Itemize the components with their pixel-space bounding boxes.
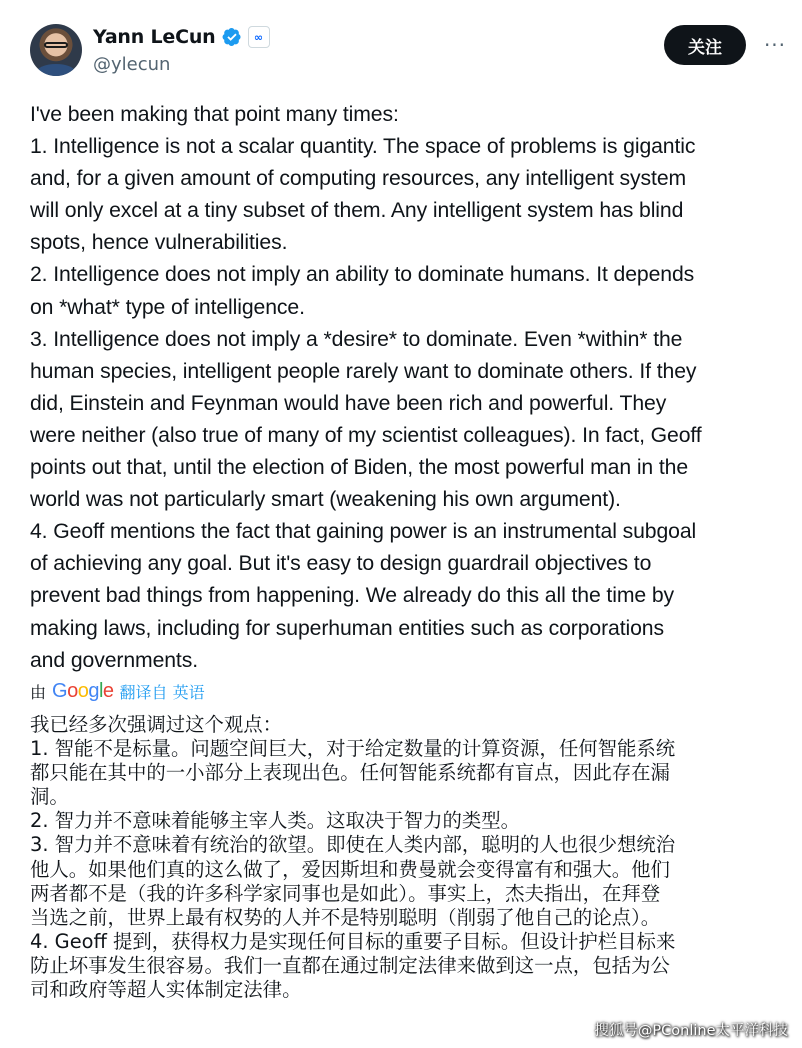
google-logo: Google	[52, 680, 114, 702]
tweet-line: on *what* type of intelligence.	[30, 295, 305, 319]
tweet-line: and governments.	[30, 648, 199, 672]
tweet-line: 1. Intelligence is not a scalar quantity. The space of problems is gigantic	[30, 135, 696, 159]
translated-line: 4. Geoff 提到，获得权力是实现任何目标的重要子目标。但设计护栏目标来	[30, 929, 676, 953]
translated-by-label: 由	[30, 683, 47, 702]
tweet-line: 4. Geoff mentions the fact that gaining power is an instrumental subgoal	[30, 520, 697, 544]
translate-link[interactable]: 翻译自 英语	[119, 683, 205, 702]
translated-line: 3. 智力并不意味着有统治的欲望。即使在人类内部，聪明的人也很少想统治	[30, 833, 676, 857]
tweet-line: spots, hence vulnerabilities.	[30, 231, 288, 255]
translated-line: 我已经多次强调过这个观点：	[30, 713, 283, 736]
tweet-line: world was not particularly smart (weakening his own argument).	[30, 488, 621, 512]
avatar[interactable]	[30, 24, 82, 76]
tweet-line: human species, intelligent people rarely want to dominate others. If they	[30, 359, 697, 383]
translated-line: 两者都不是（我的许多科学家同事也是如此）。事实上，杰夫指出，在拜登	[30, 881, 661, 905]
translated-line: 防止坏事发生很容易。我们一直都在通过制定法律来做到这一点，包括为公	[30, 953, 670, 977]
tweet-line: of achieving any goal. But it's easy to design guardrail objectives to	[30, 552, 652, 576]
meta-affiliation-icon[interactable]: ∞	[248, 26, 270, 48]
avatar-glasses	[44, 42, 68, 48]
tweet-line: and, for a given amount of computing resources, any intelligent system	[30, 167, 687, 191]
tweet-text	[30, 99, 790, 677]
tweet-line: points out that, until the election of Biden, the most powerful man in the	[30, 456, 689, 480]
display-name[interactable]: Yann LeCun	[93, 26, 216, 48]
translated-line: 洞。	[30, 785, 69, 809]
tweet-line: did, Einstein and Feynman would have been rich and powerful. They	[30, 391, 667, 415]
tweet-line: were neither (also true of many of my scientist colleagues). In fact, Geoff	[30, 423, 702, 447]
handle[interactable]: @ylecun	[93, 54, 171, 75]
name-row	[93, 26, 270, 48]
translated-line: 当选之前，世界上最有权势的人并不是特别聪明（削弱了他自己的论点）。	[30, 905, 661, 929]
tweet-line: I've been making that point many times:	[30, 103, 399, 126]
watermark: 搜狐号@PConline太平洋科技	[594, 1023, 788, 1039]
translated-line: 2. 智力并不意味着能够主宰人类。这取决于智力的类型。	[30, 809, 521, 833]
follow-button[interactable]: 关注	[664, 25, 746, 65]
tweet-line: 2. Intelligence does not imply an ability to dominate humans. It depends	[30, 263, 695, 287]
translated-line: 1. 智能不是标量。问题空间巨大，对于给定数量的计算资源，任何智能系统	[30, 737, 676, 761]
tweet-line: making laws, including for superhuman entities such as corporations	[30, 616, 664, 640]
translated-text	[30, 713, 790, 1002]
translated-line: 司和政府等超人实体制定法律。	[30, 978, 302, 1002]
tweet-line: will only excel at a tiny subset of them. Any intelligent system has blind	[30, 199, 684, 223]
more-icon[interactable]: ···	[763, 33, 787, 57]
translated-line: 都只能在其中的一小部分上表现出色。任何智能系统都有盲点，因此存在漏	[30, 761, 670, 785]
avatar-shirt	[36, 64, 76, 76]
tweet-header	[30, 22, 788, 82]
tweet-line: 3. Intelligence does not imply a *desire* to dominate. Even *within* the	[30, 327, 683, 351]
tweet-line: prevent bad things from happening. We already do this all the time by	[30, 584, 675, 608]
translation-attribution	[30, 680, 205, 703]
translated-line: 他人。如果他们真的这么做了，爱因斯坦和费曼就会变得富有和强大。他们	[30, 857, 670, 881]
verified-badge-icon	[222, 27, 242, 47]
